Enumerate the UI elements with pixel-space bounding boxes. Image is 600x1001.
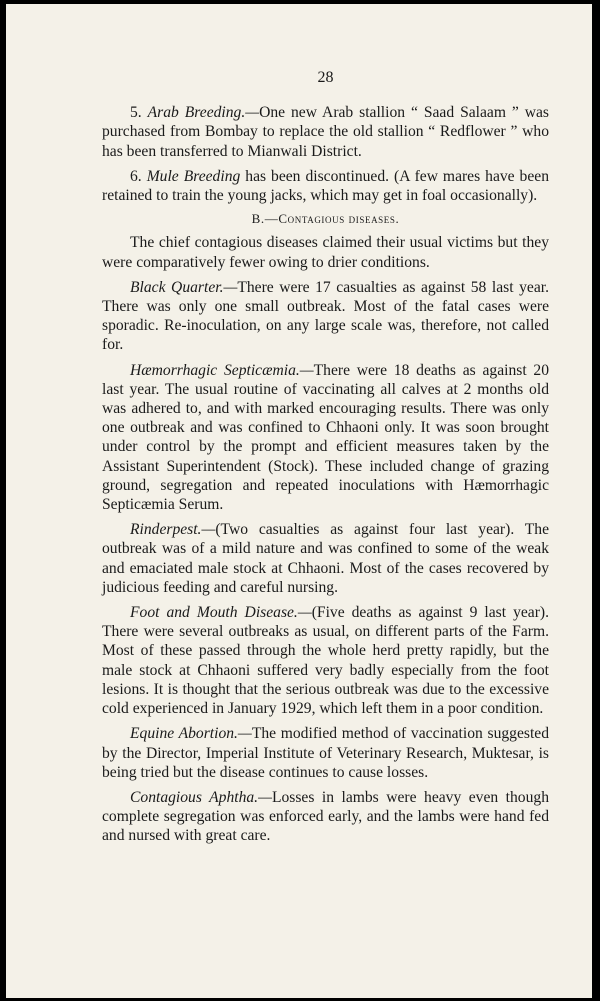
disease-title: Equine Abortion.—	[130, 725, 252, 743]
document-sheet	[6, 4, 592, 998]
disease-text: Losses in lambs were heavy even though complete segregation was enforced early, and the lambs were hand fed and nursed with great care.	[102, 788, 549, 845]
page-number: 28	[317, 69, 334, 86]
disease-text: There were 17 casualties as against 58 last year. There was only one small outbreak. Most of the fatal cases were sporadic. Re-inoculation, on any large scale was, therefore, not called for.	[102, 278, 549, 354]
disease-text: (Two casualties as against four last year). The outbreak was of a mild nature and was confined to some of the weak and emaciated male stock at Chhaoni. Most of the cases recovered by judicious feeding and careful nursing.	[102, 521, 549, 596]
item-mule-breeding	[102, 167, 549, 205]
disease-equine-abortion	[102, 724, 549, 782]
item-title: Mule Breeding	[146, 167, 241, 185]
item-text: has been discontinued. (A few mares have been retained to train the young jacks, which may get in foal occasionally).	[102, 167, 549, 205]
item-text: One new Arab stallion “ Saad Salaam ” was purchased from Bombay to replace the old stallion “ Redflower ” who has been transferred to Mianwali District.	[102, 104, 549, 160]
item-arab-breeding	[102, 103, 549, 161]
disease-haemorrhagic-septicaemia	[102, 361, 549, 515]
disease-rinderpest	[102, 520, 549, 597]
disease-foot-and-mouth	[102, 603, 549, 718]
section-heading-title: Contagious diseases.	[278, 211, 400, 227]
disease-text: The modified method of vaccination suggested by the Director, Imperial Institute of Veterinary Research, Muktesar, is being tried but the disease continues to cause losses.	[102, 725, 550, 781]
section-heading-prefix: B.—	[251, 211, 279, 227]
disease-contagious-aphtha	[102, 788, 549, 846]
page-content	[102, 68, 549, 852]
item-title: Arab Breeding.—	[147, 104, 260, 122]
disease-black-quarter	[102, 278, 549, 355]
disease-text: (Five deaths as against 9 last year). There were several outbreaks as usual, on different parts of the Farm. Most of these passed through the whole herd pretty rapidly, but the male stock at Chhaoni suffered very badly especially from the foot lesions. It is thought that the serious outbreak was due to the excessive cold experienced in January 1929, which left them in a poor condition.	[102, 604, 549, 718]
disease-title: Black Quarter.—	[130, 278, 238, 296]
disease-title: Rinderpest.—	[130, 521, 216, 539]
item-number: 6.	[130, 167, 142, 185]
disease-text: There were 18 deaths as against 20 last year. The usual routine of vaccinating all calves at 2 months old was adhered to, and with marked encouraging results. There was only one outbreak and was confined to Chhaoni only. It was soon brought under control by the prompt and efficient measures taken by the Assistant Superintendent (Stock). These included change of grazing ground, segregation and repeated inoculations with Hæmorrhagic Septicæmia Serum.	[102, 361, 549, 514]
disease-title: Hæmorrhagic Septicæmia.—	[130, 361, 314, 379]
disease-title: Foot and Mouth Disease.—	[130, 604, 312, 622]
section-intro: The chief contagious diseases claimed their usual victims but they were comparatively fewer owing to drier conditions.	[102, 234, 549, 271]
section-heading	[102, 209, 549, 228]
disease-title: Contagious Aphtha.—	[130, 788, 272, 806]
item-number: 5.	[130, 104, 142, 122]
